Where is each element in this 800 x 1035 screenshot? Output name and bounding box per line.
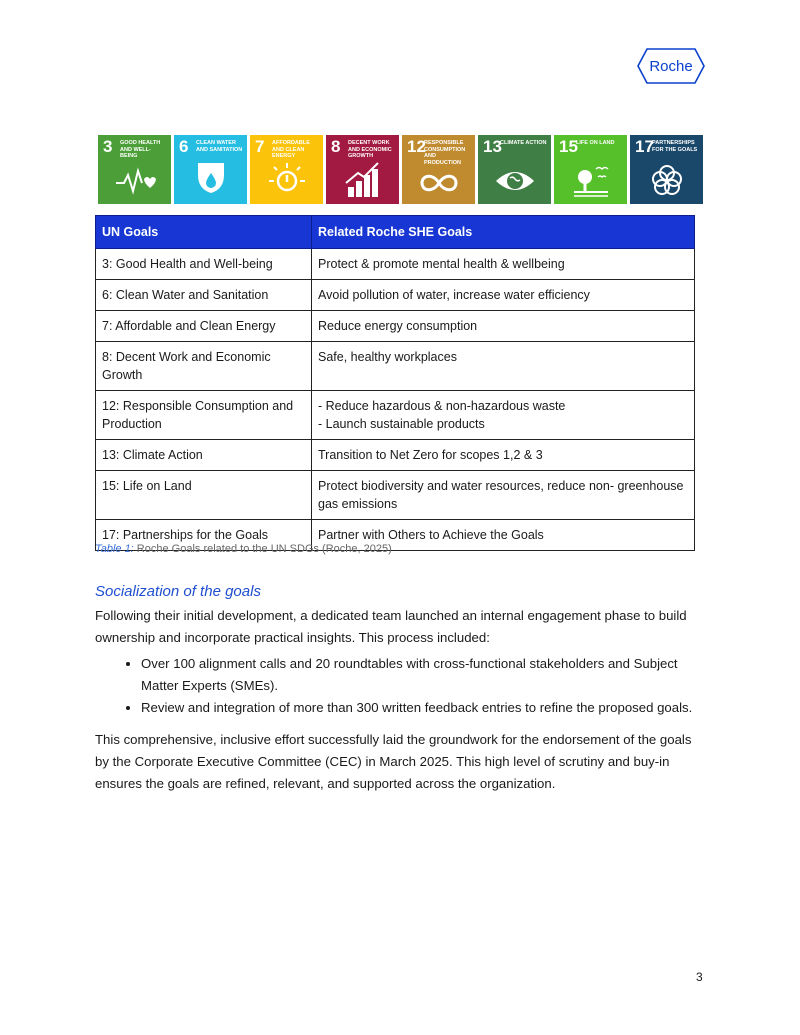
sdg-tile-13 [478,135,551,204]
table-row [96,391,695,440]
sdg-number: 17 [635,137,654,156]
sdg-title: RESPONSIBLE CONSUMPTION AND PRODUCTION [424,140,466,166]
list-item: • Review and integration of more than 300 written feedback entries to refine the proposed goals. [141,697,705,719]
sdg-title: PARTNERSHIPS FOR THE GOALS [652,140,698,153]
table-row [96,249,695,280]
un-goal-cell: 6: Clean Water and Sanitation [96,280,312,311]
earth-eye-icon [494,157,536,199]
sdg-title: CLEAN WATER AND SANITATION [196,140,243,153]
un-goal-cell: 3: Good Health and Well-being [96,249,312,280]
sdg-title: CLIMATE ACTION [500,140,547,146]
un-goal-cell: 17: Partnerships for the Goals [96,520,312,551]
sdg-number: 12 [407,137,426,156]
water-drop-icon [190,157,232,199]
sdg-tiles-strip [98,135,704,204]
table-row [96,280,695,311]
list-item: • Over 100 alignment calls and 20 roundtables with cross-functional stakeholders and Subject Matter Experts (SMEs). [141,653,705,697]
sdg-number: 15 [559,137,578,156]
roche-goal-cell: Partner with Others to Achieve the Goals [312,520,695,551]
tree-birds-icon [570,157,612,199]
roche-goal-cell: Transition to Net Zero for scopes 1,2 & 3 [312,440,695,471]
intro-paragraph: Following their initial development, a dedicated team launched an internal engagement phase to build ownership and incorporate practical insights. This process included: [95,608,687,645]
caption-text: Roche Goals related to the UN SDGs (Roche, 2025) [133,543,392,555]
infinity-icon [418,157,460,199]
roche-goal-cell: Reduce energy consumption [312,311,695,342]
sdg-number: 3 [103,137,113,156]
section-heading: Socialization of the goals [95,583,261,600]
roche-logo [637,48,705,84]
partnership-rings-icon [646,157,688,199]
sdg-number: 13 [483,137,502,156]
sdg-tile-17 [630,135,703,204]
roche-goal-cell: Protect & promote mental health & wellbeing [312,249,695,280]
conclusion-paragraph: This comprehensive, inclusive effort successfully laid the groundwork for the endorsement of the goals by the Corporate Executive Committee (CEC) in March 2025. This high level of scrutiny and buy-in ensures the goals are refined, relevant, and supported across the organization. [95,732,692,791]
sdg-tile-3 [98,135,171,204]
sdg-title: LIFE ON LAND [576,140,615,146]
sdg-number: 6 [179,137,189,156]
goals-table [95,215,695,551]
growth-chart-icon [342,157,384,199]
caption-label: Table 1: [95,543,134,555]
sdg-title: AFFORDABLE AND CLEAN ENERGY [272,140,310,159]
logo-text: Roche [649,58,693,75]
roche-goal-cell: Safe, healthy workplaces [312,342,695,391]
roche-goal-line: - Reduce hazardous & non-hazardous waste [318,399,566,413]
sdg-number: 7 [255,137,265,156]
un-goal-cell: 15: Life on Land [96,471,312,520]
page-number: 3 [696,970,703,984]
roche-goal-cell: Protect biodiversity and water resources, reduce non- greenhouse gas emissions [312,471,695,520]
table-row [96,342,695,391]
sdg-title: GOOD HEALTH AND WELL-BEING [120,140,161,159]
sdg-tile-12 [402,135,475,204]
roche-goal-cell: Avoid pollution of water, increase water efficiency [312,280,695,311]
un-goal-cell: 13: Climate Action [96,440,312,471]
sdg-tile-8 [326,135,399,204]
un-goal-cell: 12: Responsible Consumption and Production [96,391,312,440]
sdg-title: DECENT WORK AND ECONOMIC GROWTH [348,140,392,159]
table-header-row [96,216,695,249]
un-goal-cell: 7: Affordable and Clean Energy [96,311,312,342]
un-goal-cell: 8: Decent Work and Economic Growth [96,342,312,391]
sdg-tile-6 [174,135,247,204]
table-header-un-goals: UN Goals [96,216,312,249]
sun-power-icon [266,157,308,199]
roche-goal-line: - Launch sustainable products [318,417,485,431]
table-row [96,311,695,342]
heartbeat-icon [114,157,156,199]
table-row [96,471,695,520]
bullet-list [95,653,705,719]
table-header-roche-goals: Related Roche SHE Goals [312,216,695,249]
sdg-number: 8 [331,137,341,156]
roche-goal-cell [312,391,695,440]
sdg-tile-15 [554,135,627,204]
table-row [96,440,695,471]
table-caption [95,543,392,555]
sdg-tile-7 [250,135,323,204]
